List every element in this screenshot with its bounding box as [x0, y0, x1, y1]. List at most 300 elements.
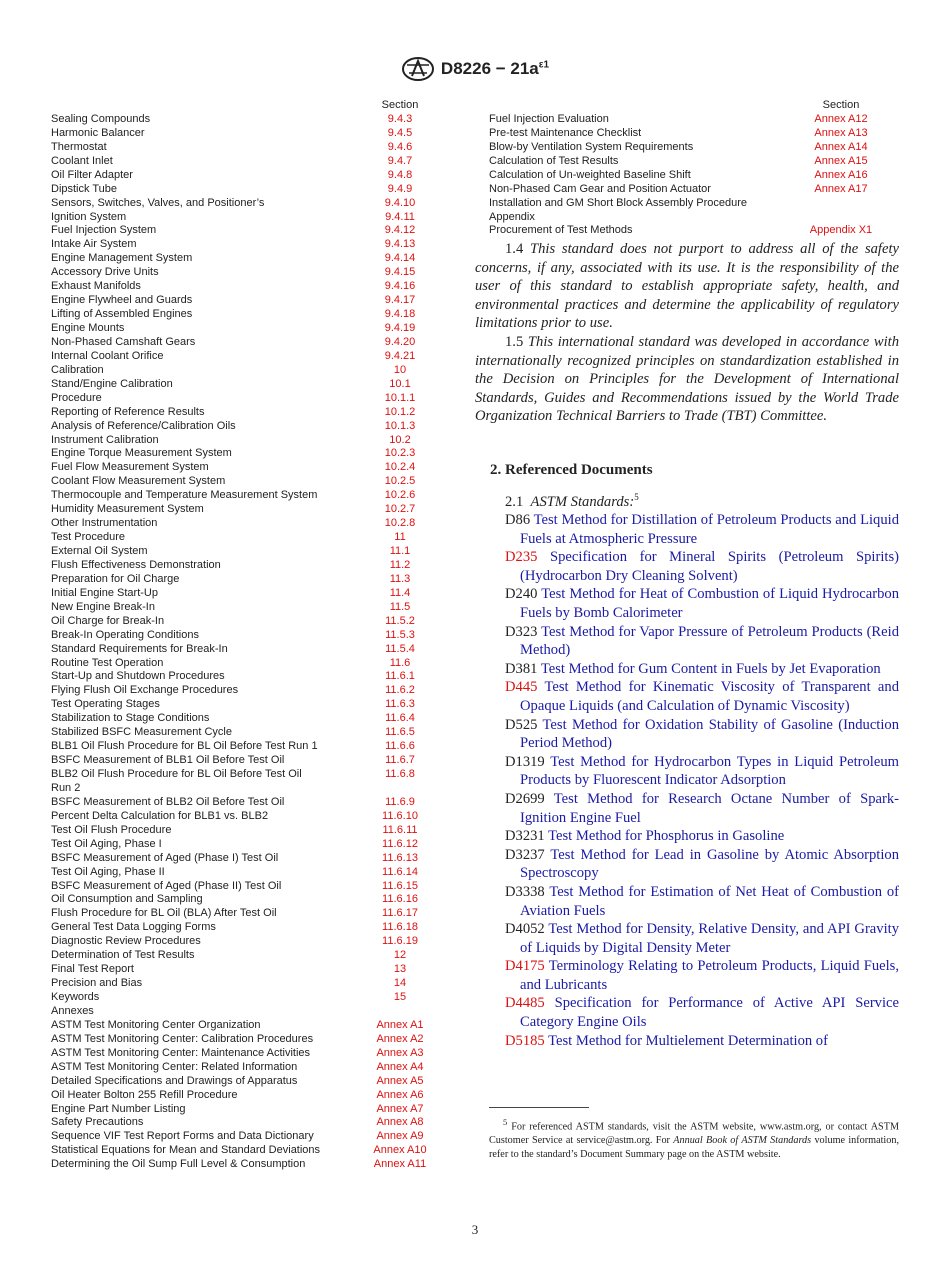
toc-row	[489, 155, 867, 169]
reference-title-link[interactable]: Terminology Relating to Petroleum Products, Liquid Fuels, and Lubricants	[520, 958, 900, 993]
toc-section-link[interactable]: 10.1.1	[384, 391, 416, 404]
toc-row	[489, 141, 867, 155]
reference-code[interactable]: D4485	[505, 995, 545, 1012]
toc-entry-label: Break-In Operating Conditions	[51, 628, 199, 641]
toc-entry-label: Internal Coolant Orifice	[51, 349, 164, 362]
toc-section-link[interactable]: 11.1	[389, 545, 411, 557]
reference-code[interactable]: D235	[505, 549, 538, 566]
reference-code[interactable]: D3231	[505, 828, 545, 845]
reference-code[interactable]: D3237	[505, 846, 545, 863]
toc-row	[51, 782, 433, 796]
toc-section-link[interactable]: 11.5.4	[385, 642, 415, 655]
toc-row	[51, 907, 433, 921]
toc-row	[51, 420, 433, 434]
reference-code[interactable]: D2699	[505, 790, 545, 807]
toc-entry-label: Engine Part Number Listing	[51, 1102, 186, 1115]
toc-entry-label: Safety Precautions	[51, 1116, 144, 1129]
toc-entry-label: Determining the Oil Sump Full Level & Consumption	[51, 1158, 306, 1171]
toc-section-link[interactable]: 11.6.6	[385, 740, 415, 753]
reference-title-link[interactable]: Test Method for Heat of Combustion of Liquid Hydrocarbon Fuels by Bomb Calorimeter	[520, 586, 900, 622]
toc-entry-label: BSFC Measurement of Aged (Phase II) Test Oil	[51, 879, 282, 892]
toc-entry-label: Coolant Inlet	[51, 154, 113, 167]
toc-row	[51, 921, 433, 935]
toc-row	[51, 434, 433, 448]
reference-title-link[interactable]: Test Method for Hydrocarbon Types in Liquid Petroleum Products by Fluorescent Indicator Adsorption	[520, 753, 899, 789]
toc-row	[51, 280, 433, 294]
toc-section-link[interactable]: 14	[393, 977, 407, 990]
toc-row	[51, 1019, 433, 1033]
toc-row	[51, 141, 433, 155]
toc-row	[51, 838, 433, 852]
toc-row	[51, 754, 433, 768]
toc-section-link[interactable]: 11.6.19	[382, 935, 418, 948]
toc-section-link[interactable]: 11.6.9	[385, 795, 415, 808]
toc-row	[51, 587, 433, 601]
toc-entry-label: Fuel Injection System	[51, 224, 157, 237]
toc-entry-label: Engine Torque Measurement System	[51, 447, 232, 460]
toc-right-header	[489, 99, 867, 113]
toc-section-link[interactable]: 11.2	[389, 558, 411, 571]
toc-row	[51, 294, 433, 308]
toc-row	[51, 573, 433, 587]
toc-row	[51, 266, 433, 280]
toc-entry-label: Humidity Measurement System	[51, 503, 204, 516]
toc-section-link[interactable]: 9.4.16	[384, 280, 416, 293]
toc-section-link[interactable]: 9.4.7	[387, 154, 413, 167]
toc-row	[51, 1089, 433, 1103]
toc-section-link[interactable]: 10.2	[389, 433, 411, 446]
toc-row	[489, 169, 867, 183]
toc-entry-label: Calculation of Test Results	[489, 154, 619, 167]
toc-entry-label: BSFC Measurement of BLB1 Oil Before Test Oil	[51, 754, 285, 767]
toc-section-link[interactable]: 12	[393, 949, 407, 962]
toc-row	[51, 503, 433, 517]
toc-entry-label: Determination of Test Results	[51, 949, 195, 962]
toc-section-link[interactable]: Annex A13	[814, 126, 868, 139]
reference-code[interactable]: D525	[505, 716, 538, 733]
toc-entry-label: Non-Phased Camshaft Gears	[51, 335, 196, 348]
toc-entry-label: Accessory Drive Units	[51, 266, 159, 279]
toc-entry-label: Final Test Report	[51, 963, 134, 976]
toc-entry-label: BSFC Measurement of Aged (Phase I) Test Oil	[51, 851, 279, 864]
toc-row	[51, 559, 433, 573]
reference-code[interactable]: D1319	[505, 753, 545, 770]
toc-entry-label: Blow-by Ventilation System Requirements	[489, 140, 694, 153]
toc-entry-label: Initial Engine Start-Up	[51, 586, 158, 599]
toc-section-link[interactable]: Annex A4	[376, 1060, 424, 1073]
toc-row	[51, 127, 433, 141]
toc-row	[51, 489, 433, 503]
toc-right-column	[489, 99, 873, 238]
toc-row	[51, 824, 433, 838]
paragraph-1-5: 1.5 This international standard was developed in accordance with internationally recognized principles on standardization established in the Decision on Principles for the Development of International Standards, Guides and Recommendations issued by the World Trade Organization Technical Barriers to Trade (TBT) Committee.	[475, 333, 900, 425]
toc-section-link[interactable]: 11.6.5	[385, 726, 415, 739]
toc-row	[51, 991, 433, 1005]
toc-section-link[interactable]: 11.6.1	[385, 670, 415, 683]
toc-entry-label: Calculation of Un-weighted Baseline Shift	[489, 168, 691, 181]
toc-section-link[interactable]: 11.5.2	[385, 614, 415, 627]
toc-section-link	[809, 211, 873, 225]
toc-section-link[interactable]: 9.4.12	[384, 224, 416, 237]
reference-code[interactable]: D86	[505, 512, 531, 529]
toc-section-link[interactable]: 10.1.3	[384, 419, 416, 432]
toc-section-link[interactable]: 9.4.10	[384, 196, 416, 209]
reference-entry	[475, 623, 899, 660]
toc-entry-label: Oil Charge for Break-In	[51, 614, 165, 627]
reference-code[interactable]: D3338	[505, 883, 545, 900]
toc-row	[51, 392, 433, 406]
referenced-documents	[475, 461, 899, 1050]
toc-entry-label: Thermocouple and Temperature Measurement System	[51, 489, 318, 502]
reference-code[interactable]: D4175	[505, 958, 545, 975]
toc-section-link	[809, 197, 873, 211]
toc-section-link[interactable]: 9.4.11	[385, 210, 415, 223]
toc-entry-label: Calibration	[51, 363, 104, 376]
toc-entry-label: Flying Flush Oil Exchange Procedures	[51, 684, 239, 697]
toc-row	[51, 211, 433, 225]
toc-entry-label: Exhaust Manifolds	[51, 280, 141, 293]
toc-entry-label: BLB1 Oil Flush Procedure for BL Oil Before Test Run 1	[51, 740, 318, 753]
reference-entry	[475, 1032, 899, 1051]
toc-entry-label: General Test Data Logging Forms	[51, 921, 216, 934]
toc-entry-label: Coolant Flow Measurement System	[51, 475, 226, 488]
footnote-marker: 5	[634, 491, 639, 502]
toc-section-link[interactable]: Annex A8	[376, 1116, 424, 1129]
toc-section-link[interactable]: Annex A5	[376, 1074, 424, 1087]
toc-entry-label: Flush Procedure for BL Oil (BLA) After Test Oil	[51, 907, 277, 920]
toc-row	[51, 155, 433, 169]
toc-entry-label: Routine Test Operation	[51, 656, 164, 669]
toc-entry-label: Non-Phased Cam Gear and Position Actuator	[489, 182, 711, 195]
toc-entry-label: ASTM Test Monitoring Center: Related Information	[51, 1060, 298, 1073]
reference-list	[475, 511, 899, 1050]
reference-code[interactable]: D240	[505, 586, 538, 603]
toc-entry-label: Fuel Injection Evaluation	[489, 112, 609, 125]
reference-title-link[interactable]: Test Method for Vapor Pressure of Petroleum Products (Reid Method)	[520, 623, 899, 659]
toc-entry-label: Stabilized BSFC Measurement Cycle	[51, 726, 232, 739]
toc-entry-label: Test Procedure	[51, 531, 125, 544]
toc-row	[51, 1047, 433, 1061]
toc-row	[51, 949, 433, 963]
reference-entry	[475, 753, 899, 790]
toc-row	[51, 643, 433, 657]
toc-row	[51, 406, 433, 420]
toc-entry-label: Harmonic Balancer	[51, 126, 145, 139]
toc-entry-label: Detailed Specifications and Drawings of Apparatus	[51, 1074, 298, 1087]
toc-row	[51, 378, 433, 392]
toc-row	[51, 629, 433, 643]
toc-section-link[interactable]: 10.1	[389, 377, 411, 390]
toc-entry-label: Appendix	[489, 210, 535, 223]
toc-entry-label: Fuel Flow Measurement System	[51, 461, 209, 474]
toc-section-link[interactable]: 11.4	[389, 586, 411, 599]
toc-section-link[interactable]: 11.6.13	[382, 851, 418, 864]
toc-row	[51, 880, 433, 894]
toc-entry-label: Lifting of Assembled Engines	[51, 308, 193, 321]
reference-title-link[interactable]: Test Method for Distillation of Petroleum Products and Liquid Fuels at Atmospheric Pressure	[520, 512, 899, 547]
reference-entry	[475, 585, 899, 622]
toc-entry-label: New Engine Break-In	[51, 600, 155, 613]
toc-section-link[interactable]: 9.4.14	[384, 252, 416, 265]
toc-section-link[interactable]: 9.4.8	[387, 168, 413, 181]
reference-entry	[475, 678, 899, 715]
toc-section-link[interactable]: Annex A11	[373, 1158, 427, 1171]
toc-entry-label: External Oil System	[51, 545, 148, 557]
toc-section-link[interactable]: Annex A16	[814, 168, 868, 181]
epsilon-superscript: ε1	[538, 59, 550, 71]
toc-row	[51, 364, 433, 378]
toc-section-link	[371, 782, 429, 796]
toc-row	[51, 1144, 433, 1158]
toc-section-link[interactable]: 11.5	[389, 600, 411, 613]
reference-entry	[475, 957, 899, 994]
toc-row	[489, 183, 867, 197]
toc-section-link[interactable]: Annex A6	[376, 1088, 424, 1101]
toc-entry-label: Precision and Bias	[51, 977, 143, 990]
toc-row	[51, 657, 433, 671]
toc-section-link[interactable]: Annex A12	[814, 112, 868, 125]
toc-section-link[interactable]: 11.5.3	[385, 628, 415, 641]
toc-entry-label: Stand/Engine Calibration	[51, 377, 173, 390]
toc-section-link[interactable]: Annex A15	[814, 154, 868, 167]
toc-entry-label: Run 2	[51, 781, 81, 794]
toc-row	[51, 1130, 433, 1144]
toc-entry-label: Engine Mounts	[51, 322, 125, 334]
reference-title-link[interactable]: Test Method for Oxidation Stability of Gasoline (Induction Period Method)	[520, 716, 899, 752]
reference-title-link[interactable]: Test Method for Kinematic Viscosity of Transparent and Opaque Liquids (and Calculation of Dynamic Viscosity)	[520, 679, 900, 714]
toc-row	[51, 1158, 433, 1172]
toc-entry-label: Engine Flywheel and Guards	[51, 294, 193, 307]
toc-section-link[interactable]: 11.6.10	[382, 809, 418, 822]
toc-section-link[interactable]: Annex A17	[814, 182, 868, 195]
toc-section-link[interactable]: Annex A10	[373, 1144, 427, 1157]
toc-row	[51, 517, 433, 531]
toc-entry-label: Keywords	[51, 991, 100, 1003]
toc-entry-label: ASTM Test Monitoring Center: Calibration Procedures	[51, 1032, 314, 1045]
toc-section-link[interactable]: Annex A1	[376, 1018, 424, 1031]
toc-section-link[interactable]: 10.2.3	[384, 447, 416, 460]
toc-entry-label: Procedure	[51, 391, 102, 404]
toc-row	[51, 308, 433, 322]
toc-row	[489, 113, 867, 127]
toc-row	[489, 127, 867, 141]
reference-entry	[475, 716, 899, 753]
section-column-header: Section	[822, 99, 860, 111]
toc-section-link[interactable]: 10.2.7	[384, 503, 416, 516]
toc-section-link[interactable]: 9.4.19	[384, 322, 416, 334]
toc-section-link	[371, 1005, 429, 1019]
toc-section-link[interactable]: Appendix X1	[809, 224, 873, 237]
toc-section-link[interactable]: 10.2.4	[384, 461, 416, 474]
toc-section-link[interactable]: 11.6.3	[385, 698, 415, 711]
toc-row	[51, 252, 433, 266]
toc-row	[51, 336, 433, 350]
toc-entry-label: Reporting of Reference Results	[51, 405, 205, 418]
reference-title-link[interactable]: Test Method for Density, Relative Density, and API Gravity of Liquids by Digital Density Meter	[520, 921, 899, 956]
reference-title-link[interactable]: Test Method for Gum Content in Fuels by Jet Evaporation	[540, 660, 881, 677]
reference-entry	[475, 548, 899, 585]
toc-entry-label: Oil Filter Adapter	[51, 168, 133, 181]
toc-row	[51, 545, 433, 559]
toc-row	[51, 113, 433, 127]
toc-section-link[interactable]: 11.6.2	[385, 684, 415, 697]
toc-row	[51, 1061, 433, 1075]
toc-section-link[interactable]: 11	[394, 531, 406, 544]
toc-row	[51, 670, 433, 684]
toc-entry-label: Engine Management System	[51, 252, 193, 265]
reference-title-link[interactable]: Specification for Mineral Spirits (Petroleum Spirits) (Hydrocarbon Dry Cleaning Solvent)	[520, 549, 899, 584]
reference-entry	[475, 920, 899, 957]
reference-code[interactable]: D323	[505, 623, 538, 640]
toc-section-link[interactable]: 11.6	[389, 656, 411, 669]
toc-entry-label: Intake Air System	[51, 238, 137, 251]
toc-section-link[interactable]: 9.4.13	[384, 238, 416, 251]
toc-row	[489, 197, 867, 211]
toc-entry-label: BSFC Measurement of BLB2 Oil Before Test Oil	[51, 795, 285, 808]
toc-section-link[interactable]: Annex A3	[376, 1046, 424, 1059]
reference-title-link[interactable]: Specification for Performance of Active API Service Category Engine Oils	[520, 995, 899, 1031]
reference-entry	[475, 994, 899, 1031]
toc-section-link[interactable]: 10.2.8	[384, 517, 416, 530]
reference-title-link[interactable]: Test Method for Phosphorus in Gasoline	[548, 828, 785, 845]
paragraph-1-4: 1.4 This standard does not purport to address all of the safety concerns, if any, associated with its use. It is the responsibility of the user of this standard to establish appropriate safety, health, and environmental practices and determine the applicability of regulatory limitations prior to use.	[475, 241, 899, 332]
reference-entry	[475, 827, 899, 846]
toc-section-link[interactable]: 10.2.6	[384, 489, 416, 502]
toc-row	[489, 224, 873, 238]
toc-row	[51, 977, 433, 991]
reference-entry	[475, 511, 899, 548]
toc-row	[51, 712, 433, 726]
toc-section-link[interactable]: 9.4.15	[384, 266, 416, 279]
toc-row	[51, 740, 433, 754]
toc-section-link[interactable]: 11.6.16	[382, 893, 418, 906]
toc-section-link[interactable]: 9.4.5	[387, 126, 413, 139]
toc-entry-label: ASTM Test Monitoring Center Organization	[51, 1018, 261, 1031]
toc-entry-label: Start-Up and Shutdown Procedures	[51, 670, 225, 683]
toc-entry-label: Statistical Equations for Mean and Standard Deviations	[51, 1144, 321, 1157]
toc-entry-label: Flush Effectiveness Demonstration	[51, 558, 221, 571]
toc-left-column	[51, 99, 433, 1172]
toc-entry-label: Stabilization to Stage Conditions	[51, 712, 210, 725]
toc-section-link[interactable]: 9.4.3	[387, 112, 413, 125]
toc-row	[51, 1116, 433, 1130]
toc-section-link[interactable]: 9.4.9	[387, 182, 413, 195]
toc-row	[51, 1103, 433, 1117]
toc-section-link[interactable]: Annex A9	[376, 1130, 424, 1143]
toc-row	[51, 1005, 433, 1019]
toc-row	[51, 1075, 433, 1089]
toc-section-link[interactable]: 9.4.21	[384, 349, 416, 362]
reference-title-link[interactable]: Test Method for Estimation of Net Heat of Combustion of Aviation Fuels	[520, 883, 899, 919]
toc-entry-label: Analysis of Reference/Calibration Oils	[51, 419, 236, 432]
footnote: $^5$ For referenced ASTM standards, visit the ASTM website, www.astm.org, or contact ASTM Customer Service at service@astm.org. For Annual Book of ASTM Standards volume information, refer to the standard’s Document Summary page on the ASTM website.	[489, 1117, 900, 1161]
toc-section-link[interactable]: 11.6.15	[382, 879, 418, 892]
toc-section-link[interactable]: 11.6.14	[382, 865, 418, 878]
toc-row	[51, 169, 433, 183]
reference-entry	[475, 790, 899, 827]
toc-entry-label: Test Oil Aging, Phase I	[51, 837, 162, 850]
toc-row	[51, 601, 433, 615]
toc-section-link[interactable]: 9.4.18	[384, 308, 416, 321]
toc-entry-label: Instrument Calibration	[51, 433, 159, 446]
toc-entry-label: Diagnostic Review Procedures	[51, 935, 201, 948]
toc-entry-label: Annexes	[51, 1004, 94, 1017]
toc-section-link[interactable]: 11.6.7	[385, 754, 415, 767]
reference-title-link[interactable]: Test Method for Multielement Determination of	[548, 1032, 828, 1049]
toc-row	[51, 322, 433, 336]
toc-row	[51, 447, 433, 461]
toc-entry-label: Standard Requirements for Break-In	[51, 642, 228, 655]
toc-row	[51, 893, 433, 907]
toc-entry-label: BLB2 Oil Flush Procedure for BL Oil Before Test Oil	[51, 768, 302, 780]
toc-row	[51, 726, 433, 740]
toc-entry-label: ASTM Test Monitoring Center: Maintenance Activities	[51, 1046, 311, 1059]
section-column-header: Section	[381, 99, 419, 111]
toc-row	[489, 211, 867, 225]
toc-section-link[interactable]: 10.1.2	[384, 405, 416, 418]
reference-title-link[interactable]: Test Method for Research Octane Number of Spark-Ignition Engine Fuel	[520, 790, 899, 826]
reference-title-link[interactable]: Test Method for Lead in Gasoline by Atomic Absorption Spectroscopy	[520, 846, 899, 882]
toc-section-link[interactable]: 13	[393, 963, 407, 976]
subsection-2-1: 2.1 ASTM Standards:$^5$	[505, 491, 639, 510]
toc-entry-label: Sealing Compounds	[51, 112, 151, 125]
toc-entry-label: Sequence VIF Test Report Forms and Data Dictionary	[51, 1130, 314, 1143]
toc-section-link[interactable]: 15	[393, 991, 407, 1003]
toc-section-link[interactable]: 10.2.5	[384, 475, 416, 488]
toc-entry-label: Oil Consumption and Sampling	[51, 893, 203, 906]
toc-row	[51, 197, 433, 211]
toc-section-link[interactable]: Annex A7	[376, 1102, 424, 1115]
section-heading: 2. Referenced Documents	[490, 462, 653, 478]
toc-section-link[interactable]: 9.4.17	[384, 294, 416, 307]
toc-row	[51, 768, 433, 782]
toc-row	[51, 935, 433, 949]
reference-entry	[475, 846, 899, 883]
toc-row	[51, 615, 433, 629]
toc-entry-label: Procurement of Test Methods	[489, 224, 633, 237]
toc-section-link[interactable]: 11.6.17	[382, 907, 418, 920]
toc-section-link[interactable]: 11.6.4	[385, 712, 415, 725]
toc-row	[51, 461, 433, 475]
toc-row	[51, 238, 433, 252]
reference-code[interactable]: D5185	[505, 1032, 545, 1049]
toc-row	[51, 684, 433, 698]
toc-row	[51, 698, 433, 712]
toc-section-link[interactable]: 9.4.6	[387, 140, 413, 153]
toc-section-link[interactable]: Annex A2	[376, 1032, 424, 1045]
toc-entry-label: Installation and GM Short Block Assembly Procedure	[489, 196, 748, 209]
toc-section-link[interactable]: 11.6.12	[382, 837, 418, 850]
toc-section-link[interactable]: 11.6.8	[385, 768, 415, 780]
toc-row	[51, 224, 433, 238]
toc-section-link[interactable]: 10	[393, 363, 407, 376]
reference-code[interactable]: D381	[505, 660, 538, 677]
toc-section-link[interactable]: 9.4.20	[384, 335, 416, 348]
toc-section-link[interactable]: 11.3	[389, 572, 411, 585]
reference-code[interactable]: D445	[505, 679, 538, 696]
toc-entry-label: Percent Delta Calculation for BLB1 vs. BLB2	[51, 809, 269, 822]
toc-row	[51, 963, 433, 977]
toc-entry-label: Dipstick Tube	[51, 182, 118, 195]
toc-section-link[interactable]: 11.6.18	[382, 921, 418, 934]
toc-left-header	[51, 99, 433, 113]
reference-code[interactable]: D4052	[505, 921, 545, 938]
toc-section-link[interactable]: 11.6.11	[382, 823, 418, 836]
toc-entry-label: Test Operating Stages	[51, 698, 160, 711]
toc-row	[51, 1033, 433, 1047]
toc-section-link[interactable]: Annex A14	[814, 140, 868, 153]
toc-row	[51, 475, 433, 489]
